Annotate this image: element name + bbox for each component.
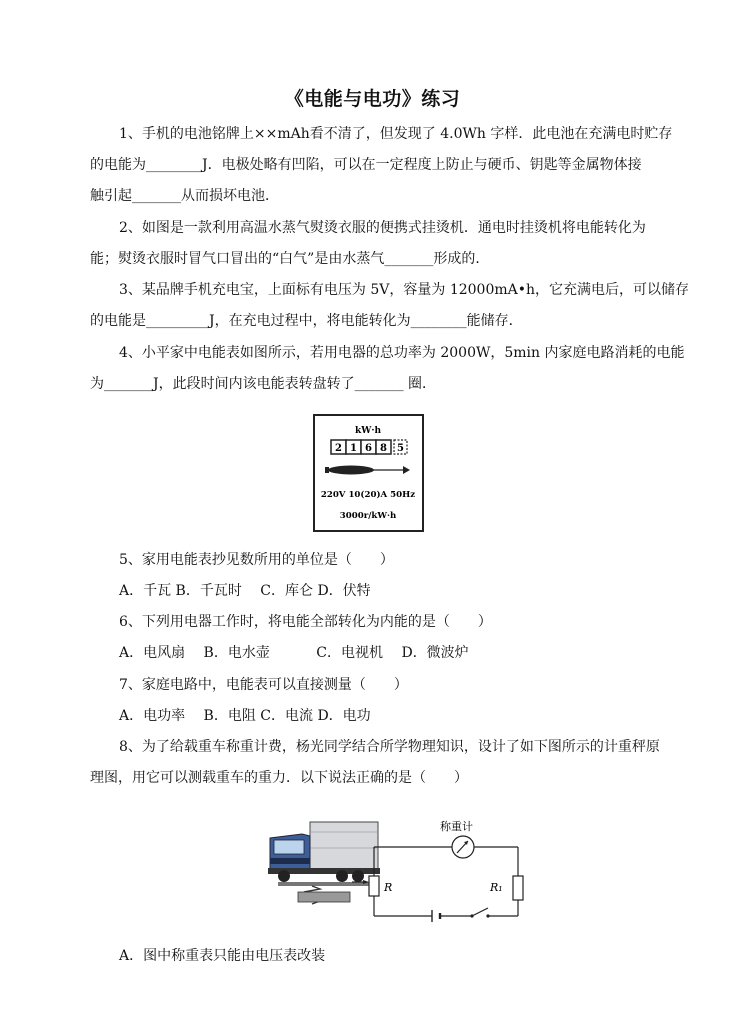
page-title: 《电能与电功》练习 [284, 88, 461, 110]
electricity-meter-figure [313, 414, 424, 532]
q7-options: A．电功率 B．电阻 C．电流 D．电功 [119, 708, 371, 724]
meter-digit: 1 [350, 443, 357, 454]
resistor-r1-label: R₁ [490, 881, 503, 894]
meter-revolutions: 3000r/kW·h [339, 511, 397, 521]
truck-scale-circuit-figure [262, 818, 527, 930]
q5-options: A．千瓦 B．千瓦时 C．库仑 D．伏特 [119, 583, 371, 599]
q1-line-3: 触引起_______从而损坏电池． [90, 188, 279, 204]
scale-meter-label: 称重计 [440, 820, 473, 833]
q6-options: A．电风扇 B．电水壶 C．电视机 D．微波炉 [119, 645, 469, 661]
truck-icon [268, 822, 380, 882]
meter-digit: 2 [335, 443, 342, 454]
resistor-r-label: R [384, 881, 393, 894]
q2-line-2: 能；熨烫衣服时冒气口冒出的“白气”是由水蒸气_______形成的． [90, 251, 490, 267]
q8-line-1: 8、为了给载重车称重计费，杨光同学结合所学物理知识，设计了如下图所示的计重秤原 [119, 739, 660, 755]
q4-line-1: 4、小平家中电能表如图所示，若用电器的总功率为 2000W，5min 内家庭电路消耗的电能 [119, 345, 685, 361]
meter-unit: kW·h [354, 426, 382, 436]
q7-stem: 7、家庭电路中，电能表可以直接测量（ ） [119, 677, 408, 693]
q3-line-1: 3、某品牌手机充电宝，上面标有电压为 5V，容量为 12000mA•h，它充满电后，可以储存 [119, 282, 690, 298]
meter-decimal-digit: 5 [397, 443, 404, 454]
meter-digit: 6 [365, 443, 372, 454]
q4-line-2: 为_______J，此段时间内该电能表转盘转了_______ 圈． [90, 376, 437, 392]
resistor-r1-icon [513, 876, 523, 900]
resistor-r-icon [369, 876, 379, 896]
q6-stem: 6、下列用电器工作时，将电能全部转化为内能的是（ ） [119, 614, 492, 630]
q5-stem: 5、家用电能表抄见数所用的单位是（ ） [119, 552, 394, 568]
q8-line-2: 理图，用它可以测载重车的重力．以下说法正确的是（ ） [90, 770, 468, 786]
scale-base [298, 892, 350, 902]
q3-line-2: 的电能是_________J，在充电过程中，将电能转化为________能储存． [90, 313, 523, 329]
switch-icon [470, 914, 473, 917]
meter-spec: 220V 10(20)A 50Hz [320, 490, 416, 500]
q2-line-1: 2、如图是一款利用高温水蒸气熨烫衣服的便携式挂烫机．通电时挂烫机将电能转化为 [119, 220, 646, 236]
meter-digit: 8 [380, 443, 387, 454]
q1-line-2: 的电能为________J．电极处略有凹陷，可以在一定程度上防止与硬币、钥匙等金属物体接 [90, 157, 642, 173]
q1-line-1: 1、手机的电池铭牌上××mAh看不清了，但发现了 4.0Wh 字样．此电池在充满电时贮存 [119, 126, 673, 142]
q8-option-a: A．图中称重表只能由电压表改装 [119, 948, 326, 964]
